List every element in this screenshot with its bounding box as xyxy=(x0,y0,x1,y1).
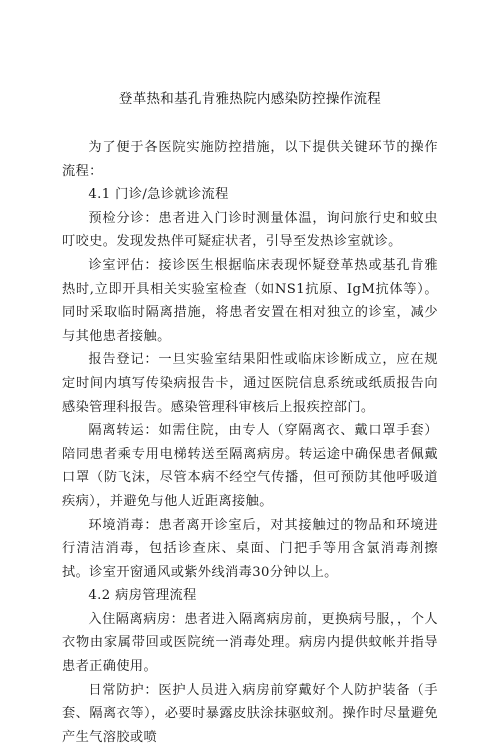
paragraph-daily-protection: 日常防护：医护人员进入病房前穿戴好个人防护装备（手套、隔离衣等），必要时暴露皮肤涂抹驱蚊剂。操作时尽量避免产生气溶胶或喷 xyxy=(62,682,438,745)
paragraph-clinic-assessment: 诊室评估：接诊医生根据临床表现怀疑登革热或基孔肯雅热时,立即开具相关实验室检查（如NS1抗原、IgM抗体等）。同时采取临时隔离措施，将患者安置在相对独立的诊室，减少与其他患者接触。 xyxy=(62,257,438,344)
paragraph-isolation-transfer: 隔离转运：如需住院，由专人（穿隔离衣、戴口罩手套）陪同患者乘专用电梯转送至隔离病房。转运途中确保患者佩戴口罩（防飞沫，尽管本病不经空气传播，但可预防其他呼吸道疾病），并避免与他人近距离接触。 xyxy=(62,423,438,509)
intro-paragraph: 为了便于各医院实施防控措施，以下提供关键环节的操作流程： xyxy=(62,140,438,179)
section-heading-outpatient: 4.1 门诊/急诊就诊流程 xyxy=(88,187,229,203)
document-body xyxy=(62,136,438,749)
section-heading-ward: 4.2 病房管理流程 xyxy=(88,588,197,604)
paragraph-ward-admission: 入住隔离病房：患者进入隔离病房前，更换病号服，，个人衣物由家属带回或医院统一消毒处理。病房内提供蚊帐并指导患者正确使用。 xyxy=(62,611,438,675)
paragraph-reporting: 报告登记：一旦实验室结果阳性或临床诊断成立，应在规定时间内填写传染病报告卡，通过医院信息系统或纸质报告向感染管理科报告。感染管理科审核后上报疾控部门。 xyxy=(62,352,438,415)
paragraph-triage: 预检分诊：患者进入门诊时测量体温，询问旅行史和蚊虫叮咬史。发现发热伴可疑症状者，引导至发热诊室就诊。 xyxy=(62,210,438,250)
paragraph-environment-disinfection: 环境消毒：患者离开诊室后，对其接触过的物品和环境进行清洁消毒，包括诊查床、桌面、门把手等用含氯消毒剂擦拭。诊室开窗通风或紫外线消毒30分钟以上。 xyxy=(62,517,438,580)
document-title: 登革热和基孔肯雅热院内感染防控操作流程 xyxy=(118,91,382,107)
